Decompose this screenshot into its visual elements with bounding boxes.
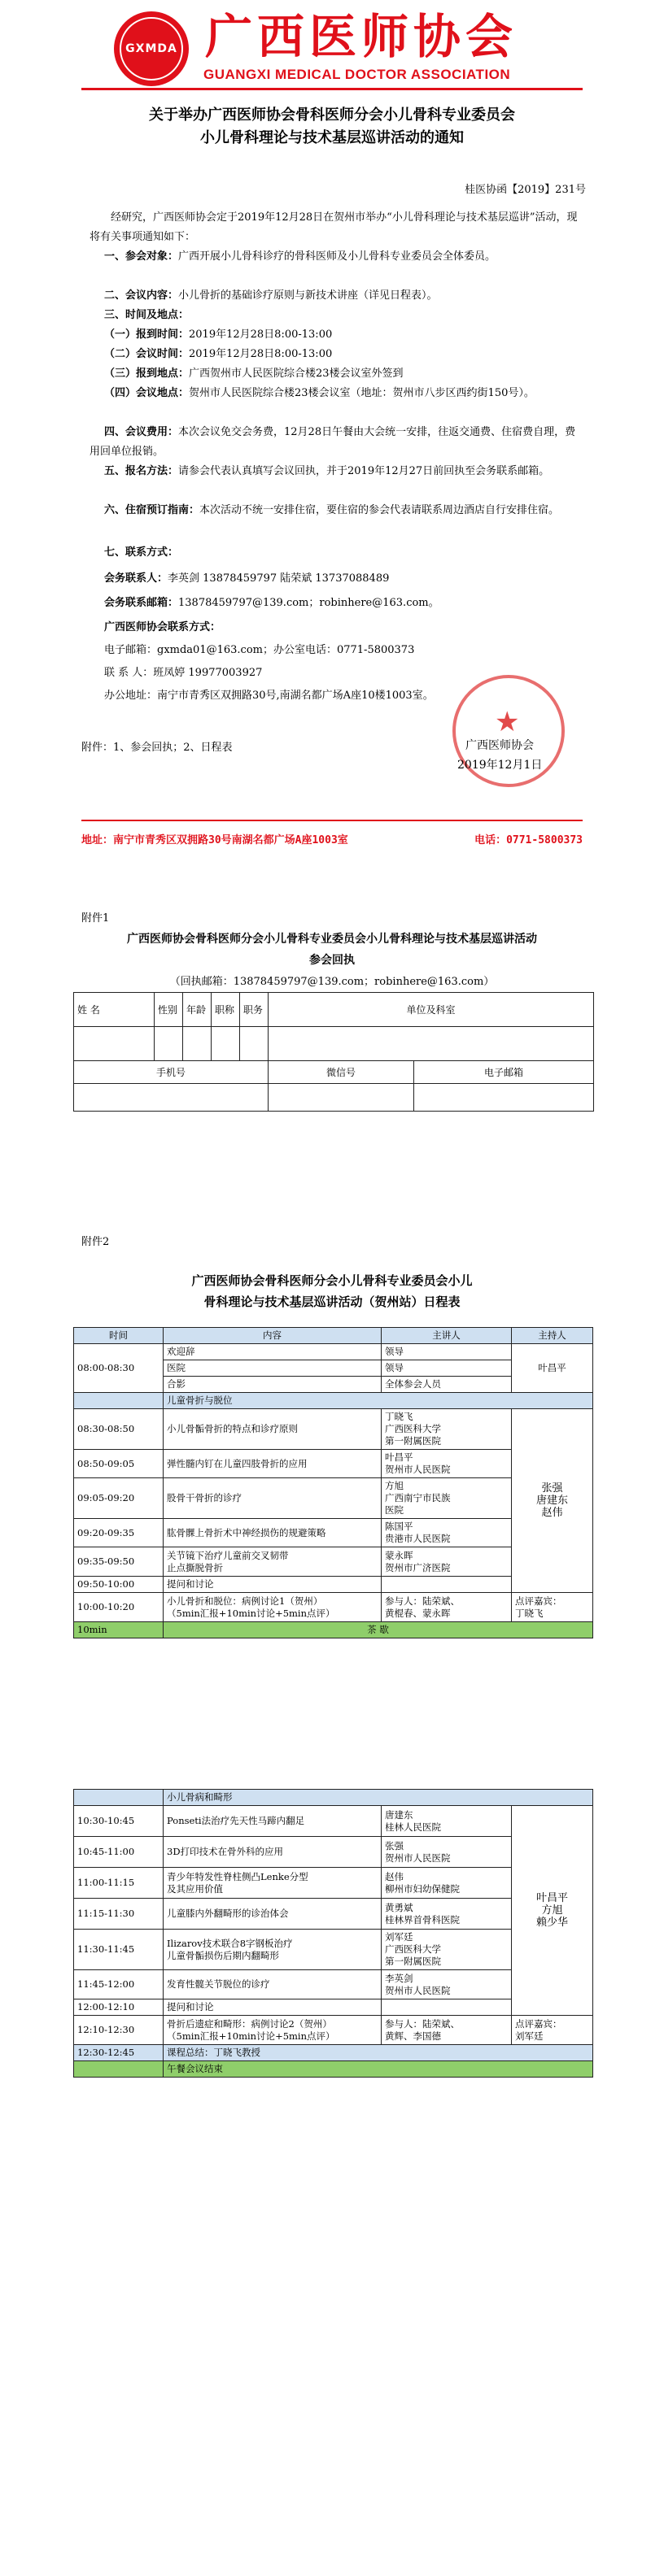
section-5: [90, 462, 583, 481]
speaker-cell: 蒙永晖 贺州市广济医院: [382, 1547, 512, 1577]
content-cell: 骨折后遗症和畸形：病例讨论2（贺州） （5min汇报+10min讨论+5min点评）: [164, 2016, 382, 2045]
time-cell: 11:00-11:15: [74, 1868, 164, 1899]
time-cell: 10min: [74, 1622, 164, 1638]
header-speaker: 主讲人: [382, 1328, 512, 1344]
content-cell: 医院: [164, 1360, 382, 1377]
time-cell: 10:30-10:45: [74, 1806, 164, 1837]
contact-text: 李英剑 13878459797 陆荣斌 13737088489: [168, 572, 390, 585]
speaker-cell: 参与人：陆荣斌、 黄辉、李国德: [382, 2016, 512, 2045]
section-2-label: 二、会议内容：: [104, 289, 179, 302]
content-cell: 股骨干骨折的诊疗: [164, 1478, 382, 1519]
speaker-cell: 赵伟 柳州市妇幼保健院: [382, 1868, 512, 1899]
speaker-cell: 丁晓飞 广西医科大学 第一附属医院: [382, 1409, 512, 1450]
schedule-table-2: [73, 1789, 593, 2078]
contact-email: [90, 594, 583, 613]
footer: [81, 831, 583, 846]
attachments-line: 附件：1、参会回执；2、日程表: [81, 742, 233, 754]
footer-divider: [81, 820, 583, 821]
org-name-en: GUANGXI MEDICAL DOCTOR ASSOCIATION: [203, 67, 511, 82]
content-cell: 发育性髋关节脱位的诊疗: [164, 1970, 382, 1999]
meeting-place-label: （四）会议地点：: [104, 387, 190, 399]
input-title[interactable]: [212, 1027, 240, 1061]
host-cell: 点评嘉宾： 刘军廷: [512, 2016, 593, 2045]
time-cell: 11:45-12:00: [74, 1970, 164, 1999]
attachment1-title-line2: 参会回执: [309, 954, 355, 967]
speaker-cell: 方旭 广西南宁市民族 医院: [382, 1478, 512, 1519]
association-logo: [114, 11, 189, 86]
footer-address: 地址：南宁市青秀区双拥路30号南湖名都广场A座1003室: [81, 834, 348, 846]
attachment1-title-line1: 广西医师协会骨科医师分会小儿骨科专业委员会小儿骨科理论与技术基层巡讲活动: [127, 933, 537, 946]
section-5-label: 五、报名方法：: [104, 465, 179, 477]
section-4-text: 本次会议免交会务费，12月28日午餐由大会统一安排，往返交通费、住宿费自理，费用回单位报销。: [90, 426, 576, 458]
summary-row: [74, 2045, 593, 2061]
speaker-cell: 参与人：陆荣斌、 黄棍春、蒙永晖: [382, 1593, 512, 1622]
col-title: 职称: [212, 993, 240, 1027]
section-2-text: 小儿骨折的基础诊疗原则与新技术讲座（详见日程表）。: [178, 289, 438, 302]
time-cell: 10:45-11:00: [74, 1837, 164, 1868]
time-cell: 11:15-11:30: [74, 1899, 164, 1930]
assoc-label: 广西医师协会联系方式：: [104, 621, 221, 633]
col-position: 职务: [240, 993, 269, 1027]
speaker-cell: 领导: [382, 1360, 512, 1377]
attachment1-subtitle: （回执邮箱：13878459797@139.com；robinhere@163.com）: [169, 976, 495, 988]
content-cell: 关节镜下治疗儿童前交叉韧带 止点撕脱骨折: [164, 1547, 382, 1577]
section-1: [90, 247, 583, 267]
report-time: 2019年12月28日8:00-13:00: [189, 329, 333, 341]
reference-number: 桂医协函【2019】231号: [465, 184, 586, 196]
table-row: [74, 1806, 593, 1837]
input-unit[interactable]: [269, 1027, 594, 1061]
content-cell: 欢迎辞: [164, 1344, 382, 1360]
meeting-place: 贺州市人民医院综合楼23楼会议室（地址：贺州市八步区西约街150号）。: [189, 387, 535, 399]
speaker-cell: 全体参会人员: [382, 1377, 512, 1393]
section-heading: 儿童骨折与脱位: [164, 1393, 593, 1409]
section-3-3: [90, 364, 583, 384]
time-cell: 08:00-08:30: [74, 1344, 164, 1393]
assoc-contact: [90, 618, 583, 637]
assoc-email: 电子邮箱：gxmda01@163.com；办公室电话：0771-5800373: [104, 644, 415, 656]
intro-paragraph: 经研究，广西医师协会定于2019年12月28日在贺州市举办“小儿骨科理论与技术基层巡讲”活动，现将有关事项通知如下：: [90, 211, 578, 243]
section-3-4: [90, 384, 583, 403]
section-7-label: 七、联系方式：: [104, 546, 179, 559]
section-3: [90, 306, 583, 325]
lunch-row: [74, 2061, 593, 2078]
col-phone: 手机号: [74, 1061, 269, 1084]
input-age[interactable]: [183, 1027, 212, 1061]
host-cell: 叶昌平 方旭 赖少华: [512, 1806, 593, 2016]
content-cell: 小儿骨折和脱位：病例讨论1（贺州） （5min汇报+10min讨论+5min点评）: [164, 1593, 382, 1622]
time-cell: 09:05-09:20: [74, 1478, 164, 1519]
time-cell: 12:00-12:10: [74, 1999, 164, 2016]
section-3-2: [90, 345, 583, 364]
content-cell: 儿童膝内外翻畸形的诊治体会: [164, 1899, 382, 1930]
receipt-form: [73, 992, 594, 1112]
attachment2-title-line1: 广西医师协会骨科医师分会小儿骨科专业委员会小儿: [191, 1273, 473, 1288]
table-row: [74, 1344, 593, 1360]
host-cell: 点评嘉宾： 丁晓飞: [512, 1593, 593, 1622]
col-email: 电子邮箱: [414, 1061, 594, 1084]
contact-person: [90, 569, 583, 589]
content-cell: Ponseti法治疗先天性马蹄内翻足: [164, 1806, 382, 1837]
attachment2-title-line2: 骨科理论与技术基层巡讲活动（贺州站）日程表: [203, 1295, 461, 1309]
speaker-cell: 刘军廷 广西医科大学 第一附属医院: [382, 1930, 512, 1970]
time-cell: 12:30-12:45: [74, 2045, 164, 2061]
section-heading: 小儿骨病和畸形: [164, 1790, 593, 1806]
time-cell: 12:10-12:30: [74, 2016, 164, 2045]
speaker-cell: 张强 贺州市人民医院: [382, 1837, 512, 1868]
section-6: [90, 501, 583, 520]
header-time: 时间: [74, 1328, 164, 1344]
notice-title-line1: 关于举办广西医师协会骨科医师分会小儿骨科专业委员会: [149, 107, 515, 124]
header-host: 主持人: [512, 1328, 593, 1344]
email-label: 会务联系邮箱：: [104, 597, 179, 609]
content-cell: 肱骨髁上骨折术中神经损伤的规避策略: [164, 1519, 382, 1547]
speaker-cell: 黄勇斌 桂林界首骨科医院: [382, 1899, 512, 1930]
org-name-cn: 广西医师协会: [205, 9, 518, 64]
content-cell: 提问和讨论: [164, 1577, 382, 1593]
host-cell: 张强 唐建东 赵伟: [512, 1409, 593, 1593]
meeting-time: 2019年12月28日8:00-13:00: [189, 348, 333, 360]
col-gender: 性别: [155, 993, 183, 1027]
content-cell: 弹性髓内钉在儿童四肢骨折的应用: [164, 1450, 382, 1478]
section-6-text: 本次活动不统一安排住宿，要住宿的参会代表请联系周边酒店自行安排住宿。: [199, 504, 560, 516]
attachment1-label: 附件1: [81, 912, 110, 925]
col-unit: 单位及科室: [269, 993, 594, 1027]
speaker-cell: [382, 1999, 512, 2016]
input-position[interactable]: [240, 1027, 269, 1061]
table-row: [74, 1409, 593, 1450]
stamp-org: 广西医师协会: [465, 739, 534, 752]
section-3-1: [90, 325, 583, 345]
time-cell: 08:50-09:05: [74, 1450, 164, 1478]
section-2: [90, 286, 583, 306]
content-cell: 午餐会议结束: [164, 2061, 593, 2078]
speaker-cell: 陈国平 贵港市人民医院: [382, 1519, 512, 1547]
section-4-label: 四、会议费用：: [104, 426, 179, 438]
section-1-text: 广西开展小儿骨科诊疗的骨科医师及小儿骨科专业委员会全体委员。: [178, 250, 496, 263]
input-gender[interactable]: [155, 1027, 183, 1061]
section-4: [90, 423, 583, 462]
time-cell: 09:35-09:50: [74, 1547, 164, 1577]
header-content: 内容: [164, 1328, 382, 1344]
host-cell: 叶昌平: [512, 1344, 593, 1393]
email-text: 13878459797@139.com；robinhere@163.com。: [178, 597, 439, 609]
input-wechat[interactable]: [269, 1084, 414, 1112]
input-name[interactable]: [74, 1027, 155, 1061]
input-phone[interactable]: [74, 1084, 269, 1112]
header-divider: [81, 88, 583, 90]
report-place-label: （三）报到地点：: [104, 368, 190, 380]
time-cell: 09:50-10:00: [74, 1577, 164, 1593]
table-row: [74, 1593, 593, 1622]
time-cell: 10:00-10:20: [74, 1593, 164, 1622]
report-time-label: （一）报到时间：: [104, 329, 190, 341]
speaker-cell: 叶昌平 贺州市人民医院: [382, 1450, 512, 1478]
section-6-label: 六、住宿预订指南：: [104, 504, 200, 516]
col-wechat: 微信号: [269, 1061, 414, 1084]
speaker-cell: [382, 1577, 512, 1593]
time-cell: 09:20-09:35: [74, 1519, 164, 1547]
stamp-date: 2019年12月1日: [457, 759, 543, 772]
content-cell: 青少年特发性脊柱侧凸Lenke分型 及其应用价值: [164, 1868, 382, 1899]
assoc-address: 办公地址：南宁市青秀区双拥路30号,南湖名都广场A座10楼1003室。: [104, 690, 434, 702]
section-3-label: 三、时间及地点：: [104, 309, 190, 321]
content-cell: 合影: [164, 1377, 382, 1393]
section-7: [90, 543, 583, 563]
assoc-person: 联 系 人：班凤婷 19977003927: [104, 667, 263, 679]
table-row: [74, 2016, 593, 2045]
section-1-label: 一、参会对象：: [104, 250, 179, 263]
content-cell: Ilizarov技术联合8字钢板治疗 儿童骨骺损伤后期内翻畸形: [164, 1930, 382, 1970]
speaker-cell: 领导: [382, 1344, 512, 1360]
time-cell: 11:30-11:45: [74, 1930, 164, 1970]
notice-title-line2: 小儿骨科理论与技术基层巡讲活动的通知: [200, 129, 464, 146]
content-cell: 课程总结：丁晓飞教授: [164, 2045, 593, 2061]
content-cell: 小儿骨骺骨折的特点和诊疗原则: [164, 1409, 382, 1450]
contact-label: 会务联系人：: [104, 572, 168, 585]
input-email[interactable]: [414, 1084, 594, 1112]
report-place: 广西贺州市人民医院综合楼23楼会议室外签到: [189, 368, 404, 380]
col-age: 年龄: [183, 993, 212, 1027]
footer-phone: 电话：0771-5800373: [474, 834, 583, 846]
time-cell: 08:30-08:50: [74, 1409, 164, 1450]
attachment2-label: 附件2: [81, 1236, 110, 1248]
schedule-table-1: [73, 1327, 593, 1638]
speaker-cell: 唐建东 桂林人民医院: [382, 1806, 512, 1837]
speaker-cell: 李英剑 贺州市人民医院: [382, 1970, 512, 1999]
break-row: [74, 1622, 593, 1638]
content-cell: 3D打印技术在骨外科的应用: [164, 1837, 382, 1868]
logo-text: GXMDA: [120, 17, 183, 80]
seal-star-icon: ★: [495, 706, 520, 738]
section-5-text: 请参会代表认真填写会议回执，并于2019年12月27日前回执至会务联系邮箱。: [178, 465, 550, 477]
content-cell: 提问和讨论: [164, 1999, 382, 2016]
col-name: 姓 名: [74, 993, 155, 1027]
content-cell: 茶 歇: [164, 1622, 593, 1638]
meeting-time-label: （二）会议时间：: [104, 348, 190, 360]
